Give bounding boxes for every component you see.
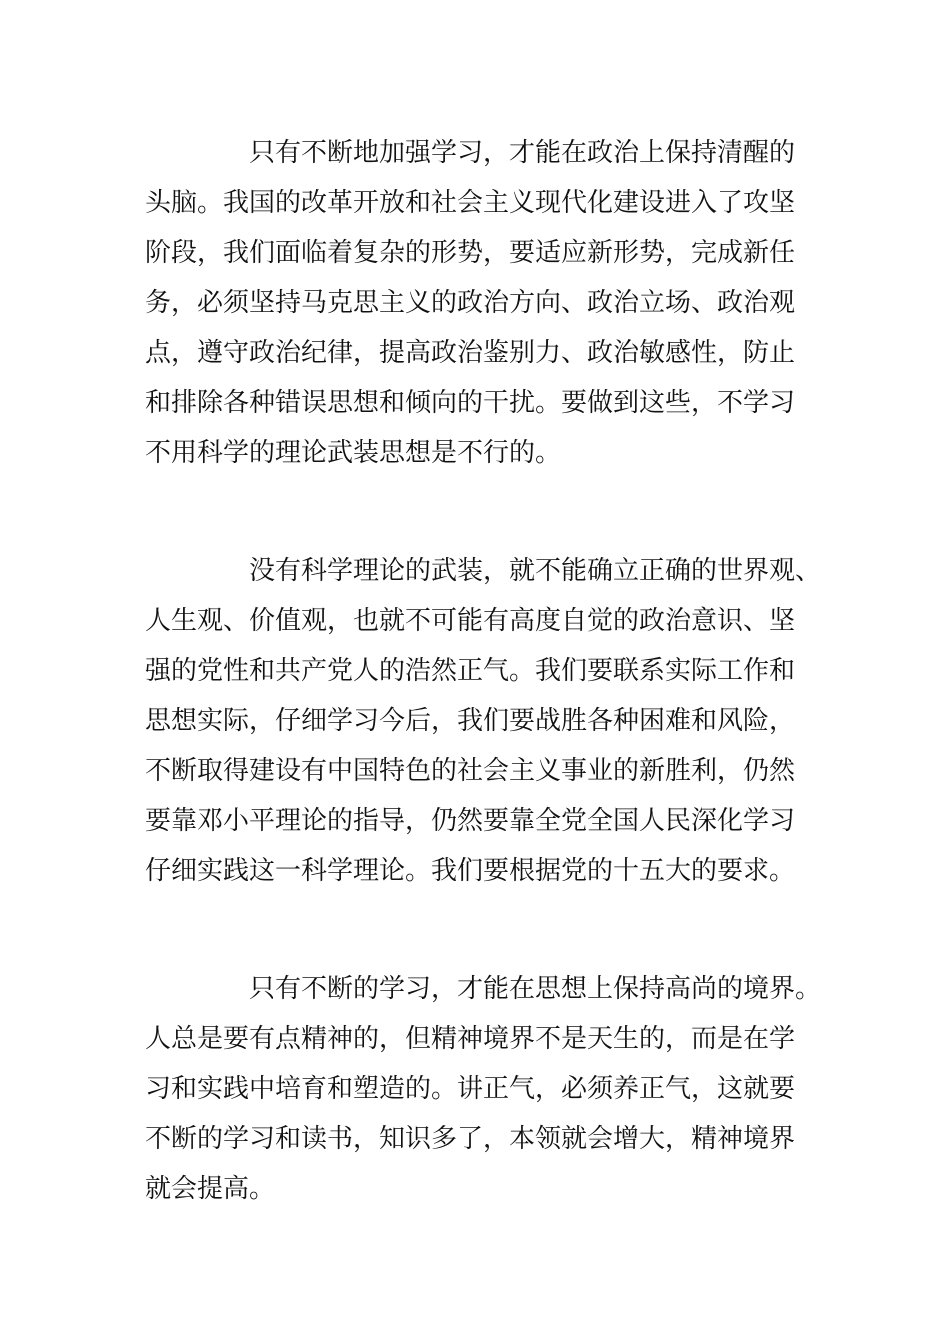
- paragraph-line: 头脑。我国的改革开放和社会主义现代化建设进入了攻坚: [145, 188, 796, 218]
- document-body: [145, 128, 822, 1282]
- paragraph-line: 不断的学习和读书，知识多了，本领就会增大，精神境界: [145, 1124, 796, 1154]
- paragraph-line: 仔细实践这一科学理论。我们要根据党的十五大的要求。: [145, 856, 796, 886]
- paragraph-line: 只有不断地加强学习，才能在政治上保持清醒的: [249, 138, 796, 168]
- paragraph-line: 人生观、价值观，也就不可能有高度自觉的政治意识、坚: [145, 606, 796, 636]
- paragraph-line: 不断取得建设有中国特色的社会主义事业的新胜利，仍然: [145, 756, 796, 786]
- paragraph-1: [145, 128, 810, 478]
- paragraph-line: 只有不断的学习，才能在思想上保持高尚的境界。: [249, 974, 822, 1004]
- paragraph-2: [145, 546, 822, 896]
- paragraph-line: 阶段，我们面临着复杂的形势，要适应新形势，完成新任: [145, 238, 796, 268]
- paragraph-3: [145, 964, 822, 1214]
- paragraph-line: 务，必须坚持马克思主义的政治方向、政治立场、政治观: [145, 288, 796, 318]
- paragraph-line: 人总是要有点精神的，但精神境界不是天生的，而是在学: [145, 1024, 796, 1054]
- paragraph-line: 就会提高。: [145, 1174, 276, 1204]
- paragraph-line: 没有科学理论的武装，就不能确立正确的世界观、: [249, 556, 822, 586]
- paragraph-line: 习和实践中培育和塑造的。讲正气，必须养正气，这就要: [145, 1074, 796, 1104]
- paragraph-line: 和排除各种错误思想和倾向的干扰。要做到这些，不学习: [145, 388, 796, 418]
- paragraph-line: 不用科学的理论武装思想是不行的。: [145, 438, 562, 468]
- paragraph-line: 思想实际，仔细学习今后，我们要战胜各种困难和风险，: [145, 706, 796, 736]
- paragraph-line: 点，遵守政治纪律，提高政治鉴别力、政治敏感性，防止: [145, 338, 796, 368]
- paragraph-line: 要靠邓小平理论的指导，仍然要靠全党全国人民深化学习: [145, 806, 796, 836]
- paragraph-line: 强的党性和共产党人的浩然正气。我们要联系实际工作和: [145, 656, 796, 686]
